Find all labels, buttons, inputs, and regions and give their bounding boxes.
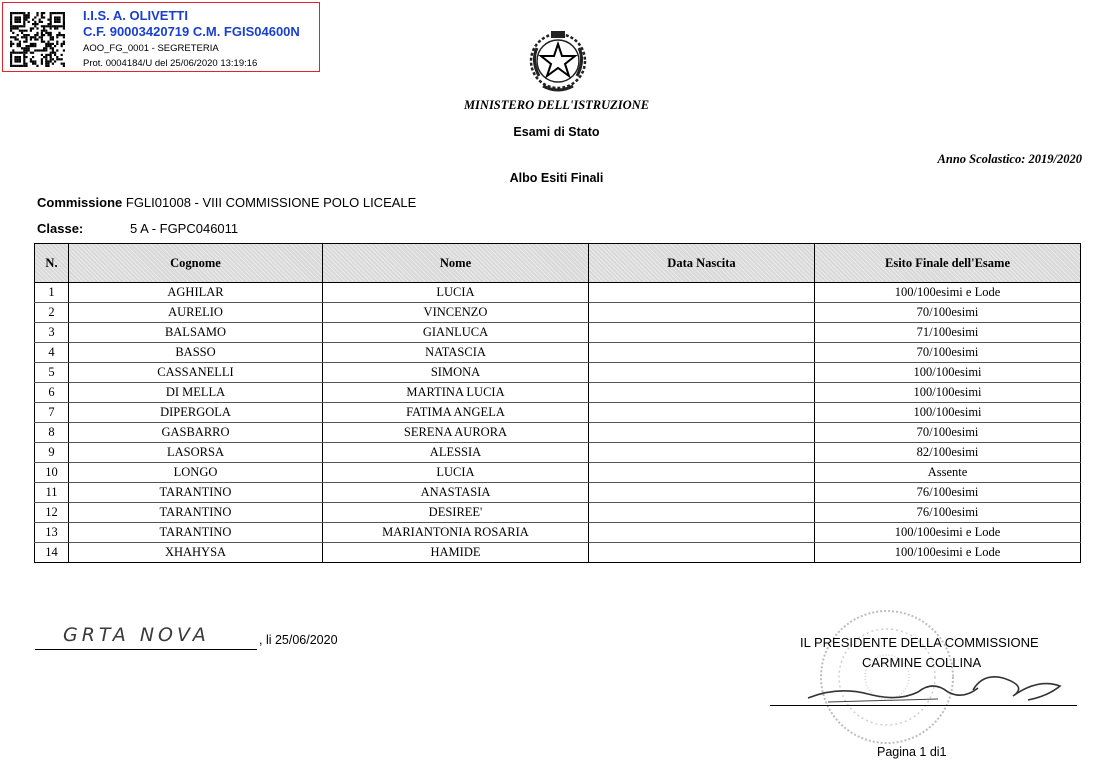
cell-n: 12 bbox=[35, 503, 69, 523]
cell-n: 7 bbox=[35, 403, 69, 423]
place-handwritten: GRTA NOVA bbox=[63, 624, 210, 646]
cell-cognome: CASSANELLI bbox=[69, 363, 323, 383]
commission-line bbox=[37, 195, 416, 210]
republic-emblem-icon bbox=[527, 28, 589, 94]
cell-nome: MARIANTONIA ROSARIA bbox=[323, 523, 589, 543]
cell-esito: 70/100esimi bbox=[815, 303, 1081, 323]
protocol-stamp bbox=[2, 2, 320, 72]
cell-nome: FATIMA ANGELA bbox=[323, 403, 589, 423]
cell-n: 14 bbox=[35, 543, 69, 563]
cell-esito: 100/100esimi e Lode bbox=[815, 543, 1081, 563]
cell-esito: 100/100esimi bbox=[815, 403, 1081, 423]
cell-data-nascita bbox=[589, 323, 815, 343]
table-row bbox=[35, 343, 1081, 363]
school-year: Anno Scolastico: 2019/2020 bbox=[937, 152, 1082, 166]
cell-esito: Assente bbox=[815, 463, 1081, 483]
cell-esito: 71/100esimi bbox=[815, 323, 1081, 343]
president-title: IL PRESIDENTE DELLA COMMISSIONE bbox=[800, 635, 1039, 650]
commission-label: Commissione bbox=[37, 195, 123, 210]
cell-nome: MARTINA LUCIA bbox=[323, 383, 589, 403]
document-title: Albo Esiti Finali bbox=[509, 171, 604, 185]
table-row bbox=[35, 403, 1081, 423]
cell-n: 1 bbox=[35, 283, 69, 303]
table-row bbox=[35, 543, 1081, 563]
cell-n: 8 bbox=[35, 423, 69, 443]
table-row bbox=[35, 503, 1081, 523]
table-row bbox=[35, 383, 1081, 403]
table-header-row bbox=[35, 244, 1081, 283]
cell-n: 2 bbox=[35, 303, 69, 323]
cell-nome: GIANLUCA bbox=[323, 323, 589, 343]
cell-cognome: BASSO bbox=[69, 343, 323, 363]
cell-cognome: GASBARRO bbox=[69, 423, 323, 443]
ministry-name: MINISTERO DELL'ISTRUZIONE bbox=[463, 98, 650, 112]
cell-cognome: LONGO bbox=[69, 463, 323, 483]
cell-nome: HAMIDE bbox=[323, 543, 589, 563]
cell-data-nascita bbox=[589, 283, 815, 303]
cell-cognome: DI MELLA bbox=[69, 383, 323, 403]
cell-cognome: AURELIO bbox=[69, 303, 323, 323]
results-table bbox=[34, 243, 1081, 563]
cell-n: 10 bbox=[35, 463, 69, 483]
cell-n: 4 bbox=[35, 343, 69, 363]
stamp-school-name: I.I.S. A. OLIVETTI bbox=[83, 8, 188, 23]
cell-esito: 70/100esimi bbox=[815, 343, 1081, 363]
cell-data-nascita bbox=[589, 463, 815, 483]
class-line bbox=[37, 221, 238, 236]
president-name: CARMINE COLLINA bbox=[862, 655, 982, 670]
table-row bbox=[35, 323, 1081, 343]
cell-cognome: LASORSA bbox=[69, 443, 323, 463]
header-data-nascita: Data Nascita bbox=[589, 244, 815, 283]
table-row bbox=[35, 363, 1081, 383]
cell-data-nascita bbox=[589, 503, 815, 523]
cell-cognome: TARANTINO bbox=[69, 523, 323, 543]
cell-nome: LUCIA bbox=[323, 283, 589, 303]
cell-data-nascita bbox=[589, 523, 815, 543]
cell-nome: NATASCIA bbox=[323, 343, 589, 363]
cell-cognome: BALSAMO bbox=[69, 323, 323, 343]
cell-data-nascita bbox=[589, 443, 815, 463]
table-row bbox=[35, 283, 1081, 303]
cell-nome: SERENA AURORA bbox=[323, 423, 589, 443]
cell-data-nascita bbox=[589, 543, 815, 563]
stamp-codes: C.F. 90003420719 C.M. FGIS04600N bbox=[83, 24, 300, 39]
cell-data-nascita bbox=[589, 403, 815, 423]
table-row bbox=[35, 423, 1081, 443]
cell-n: 13 bbox=[35, 523, 69, 543]
cell-nome: DESIREE' bbox=[323, 503, 589, 523]
header-esito: Esito Finale dell'Esame bbox=[815, 244, 1081, 283]
cell-n: 11 bbox=[35, 483, 69, 503]
cell-cognome: TARANTINO bbox=[69, 503, 323, 523]
stamp-office: AOO_FG_0001 - SEGRETERIA bbox=[83, 43, 219, 54]
class-label: Classe: bbox=[37, 221, 84, 236]
cell-n: 5 bbox=[35, 363, 69, 383]
cell-n: 3 bbox=[35, 323, 69, 343]
cell-data-nascita bbox=[589, 383, 815, 403]
exam-title: Esami di Stato bbox=[513, 125, 600, 139]
place-signature-line bbox=[35, 624, 257, 650]
signature-line bbox=[770, 705, 1077, 706]
cell-esito: 70/100esimi bbox=[815, 423, 1081, 443]
table-row bbox=[35, 523, 1081, 543]
stamp-protocol-number: Prot. 0004184/U del 25/06/2020 13:19:16 bbox=[83, 58, 258, 69]
cell-data-nascita bbox=[589, 343, 815, 363]
cell-esito: 76/100esimi bbox=[815, 503, 1081, 523]
cell-data-nascita bbox=[589, 363, 815, 383]
cell-n: 6 bbox=[35, 383, 69, 403]
cell-data-nascita bbox=[589, 483, 815, 503]
table-row bbox=[35, 303, 1081, 323]
header-n: N. bbox=[35, 244, 69, 283]
cell-cognome: AGHILAR bbox=[69, 283, 323, 303]
cell-esito: 100/100esimi e Lode bbox=[815, 523, 1081, 543]
header-cognome: Cognome bbox=[69, 244, 323, 283]
page-number: Pagina 1 di1 bbox=[877, 745, 947, 759]
cell-cognome: DIPERGOLA bbox=[69, 403, 323, 423]
president-signature bbox=[798, 668, 1073, 708]
cell-cognome: TARANTINO bbox=[69, 483, 323, 503]
cell-data-nascita bbox=[589, 423, 815, 443]
cell-esito: 100/100esimi e Lode bbox=[815, 283, 1081, 303]
document-date: , li 25/06/2020 bbox=[259, 633, 338, 647]
table-row bbox=[35, 443, 1081, 463]
commission-value: FGLI01008 - VIII COMMISSIONE POLO LICEALE bbox=[125, 195, 417, 210]
header-nome: Nome bbox=[323, 244, 589, 283]
qr-code-icon bbox=[10, 12, 65, 67]
cell-esito: 100/100esimi bbox=[815, 383, 1081, 403]
cell-esito: 100/100esimi bbox=[815, 363, 1081, 383]
cell-esito: 76/100esimi bbox=[815, 483, 1081, 503]
table-row bbox=[35, 463, 1081, 483]
cell-esito: 82/100esimi bbox=[815, 443, 1081, 463]
cell-n: 9 bbox=[35, 443, 69, 463]
cell-data-nascita bbox=[589, 303, 815, 323]
cell-nome: SIMONA bbox=[323, 363, 589, 383]
cell-nome: LUCIA bbox=[323, 463, 589, 483]
cell-nome: ANASTASIA bbox=[323, 483, 589, 503]
class-value: 5 A - FGPC046011 bbox=[130, 221, 239, 236]
cell-nome: ALESSIA bbox=[323, 443, 589, 463]
table-row bbox=[35, 483, 1081, 503]
cell-cognome: XHAHYSA bbox=[69, 543, 323, 563]
cell-nome: VINCENZO bbox=[323, 303, 589, 323]
